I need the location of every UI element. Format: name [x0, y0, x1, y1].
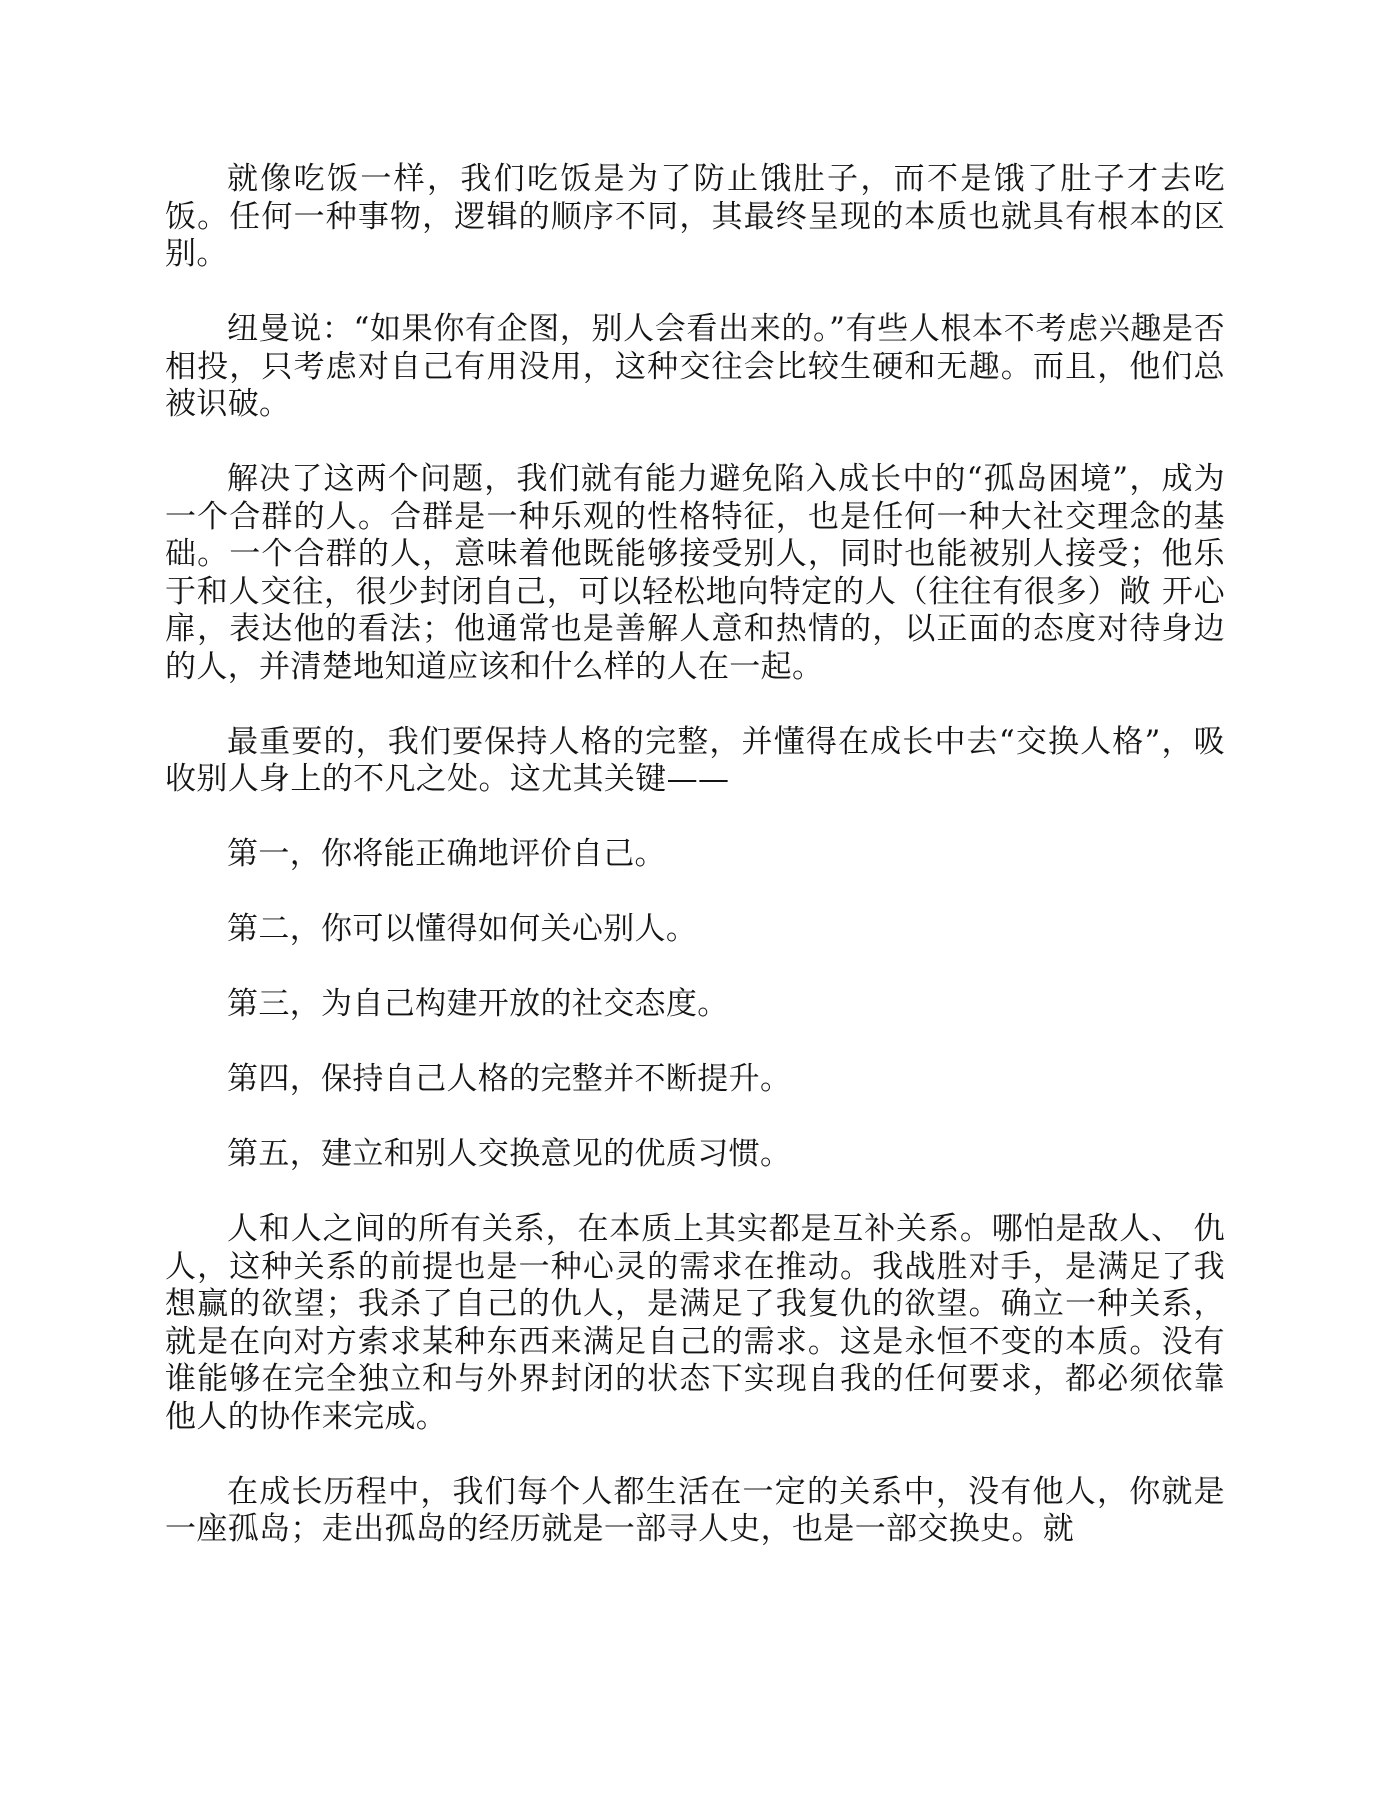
list-item-third: 第三，为自己构建开放的社交态度。 [227, 986, 729, 1022]
paragraph-complementary-relations: 人和人之间的所有关系，在本质上其实都是互补关系。哪怕是敌人、 仇人，这种关系的前提也是一种心灵的需求在推动。我战胜对手，是满足了我想赢的欲望；我杀了自己的仇人，是满足了我复仇的欲望。确立一种关系，就是在向对方索求某种东西来满足自己的需求。这是永恒不变的本质。没有谁能够在完全独立和与外界封闭的状态下实现自我的任何要求，都必须依靠他人的协作来完成。 [165, 1211, 1225, 1435]
document-body [165, 161, 1225, 1549]
list-item-second: 第二，你可以懂得如何关心别人。 [227, 911, 698, 947]
paragraph-eating-analogy: 就像吃饭一样，我们吃饭是为了防止饿肚子，而不是饿了肚子才去吃饭。任何一种事物，逻辑的顺序不同，其最终呈现的本质也就具有根本的区别。 [165, 161, 1225, 272]
list-item-fourth: 第四，保持自己人格的完整并不断提升。 [227, 1061, 792, 1097]
paragraph-exchange-personality: 最重要的，我们要保持人格的完整，并懂得在成长中去“交换人格”，吸收别人身上的不凡之处。这尤其关键—— [165, 723, 1225, 797]
list-item-fifth: 第五，建立和别人交换意见的优质习惯。 [227, 1136, 792, 1172]
list-item-first: 第一，你将能正确地评价自己。 [227, 836, 666, 872]
paragraph-growth-history: 在成长历程中，我们每个人都生活在一定的关系中，没有他人，你就是一座孤岛；走出孤岛的经历就是一部寻人史，也是一部交换史。就 [165, 1473, 1225, 1547]
paragraph-island-dilemma: 解决了这两个问题，我们就有能力避免陷入成长中的“孤岛困境”，成为一个合群的人。合群是一种乐观的性格特征，也是任何一种大社交理念的基础。一个合群的人，意味着他既能够接受别人，同时也能被别人接受；他乐于和人交往，很少封闭自己，可以轻松地向特定的人（往往有很多）敞 开心扉，表达他的看法；他通常也是善解人意和热情的，以正面的态度对待身边的人，并清楚地知道应该和什么样的人在一起。 [165, 461, 1225, 685]
paragraph-newman-quote: 纽曼说：“如果你有企图，别人会看出来的。”有些人根本不考虑兴趣是否相投，只考虑对自己有用没用，这种交往会比较生硬和无趣。而且，他们总被识破。 [165, 311, 1225, 422]
